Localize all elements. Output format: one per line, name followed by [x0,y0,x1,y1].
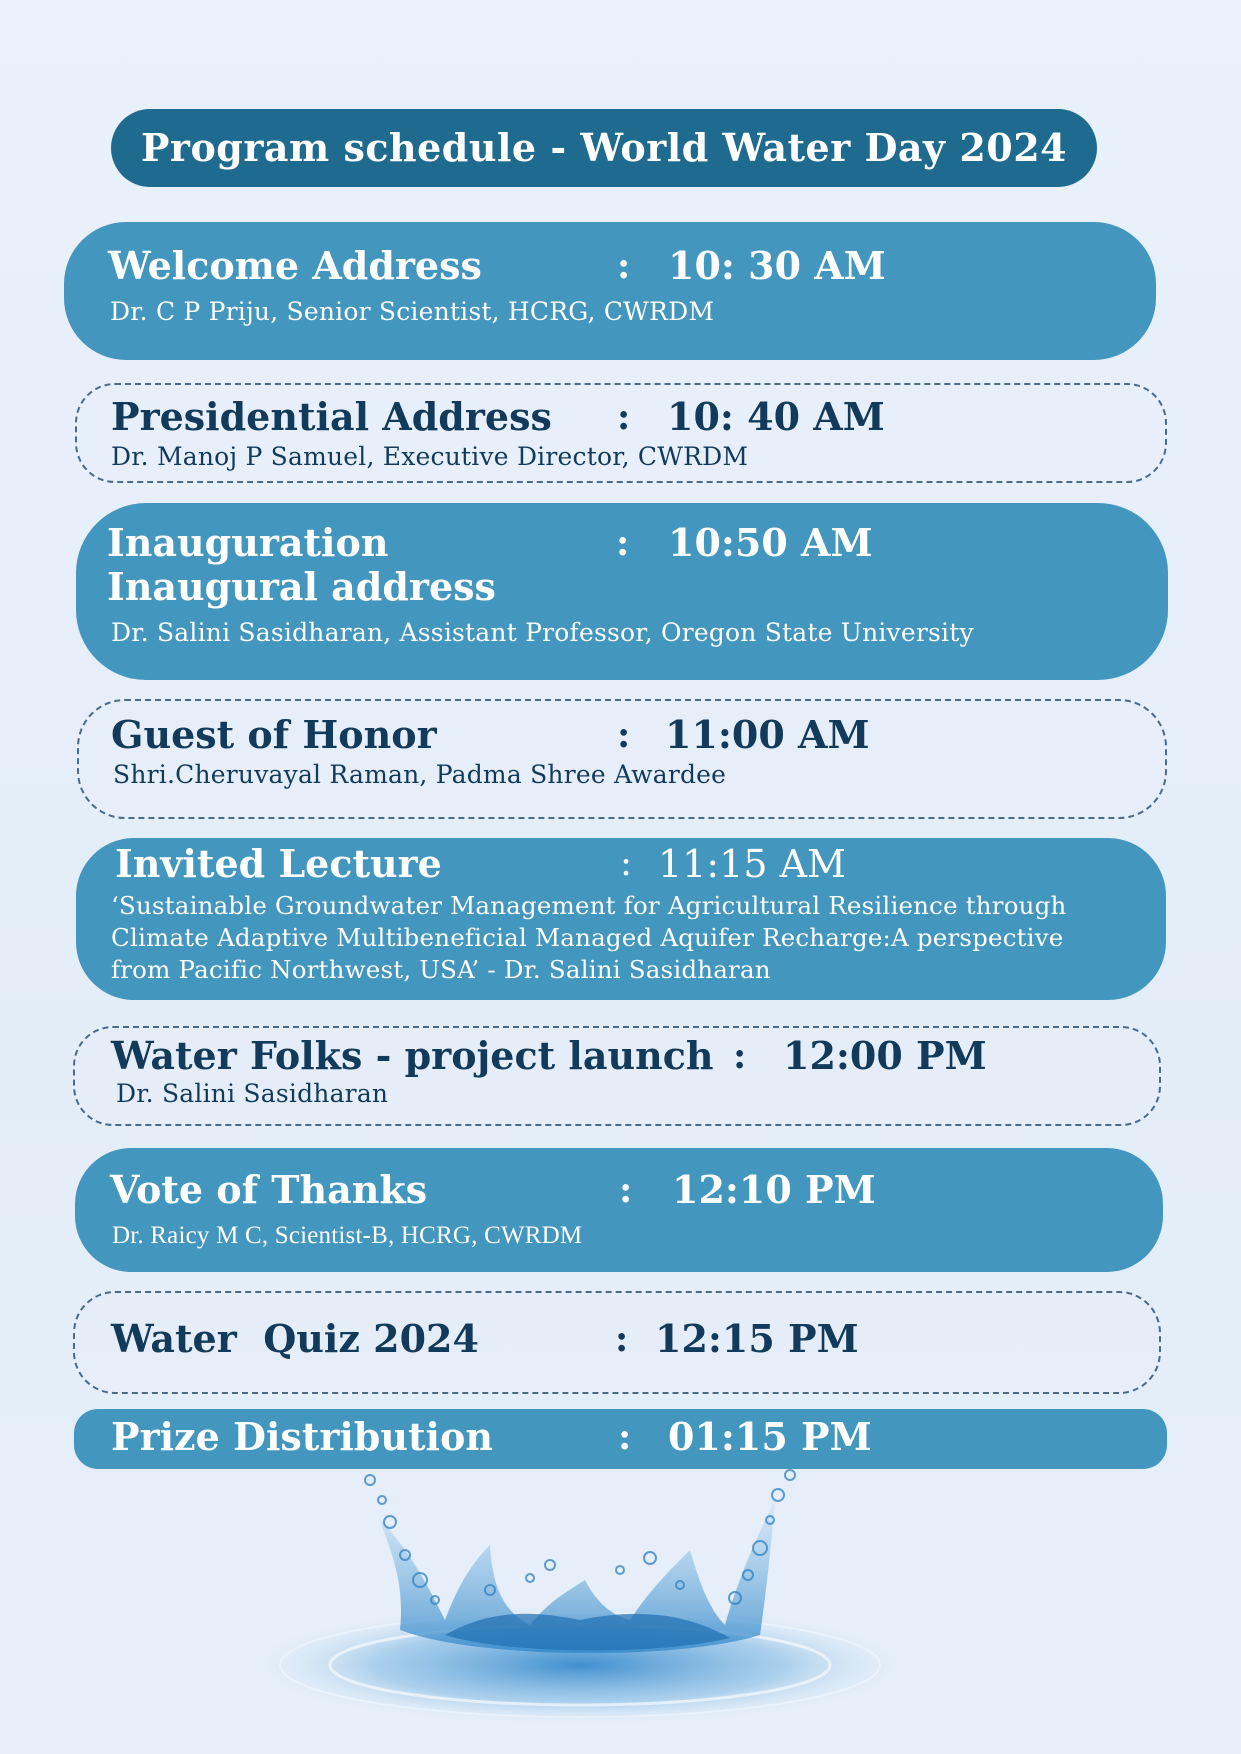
schedule-item-guest-of-honor [77,699,1167,819]
separator: : [615,1318,629,1360]
event-name-secondary: Inaugural address [107,564,496,609]
event-time: 01:15 PM [668,1414,872,1459]
schedule-item-water-quiz [73,1291,1161,1394]
event-detail: Dr. Salini Sasidharan [116,1079,389,1108]
separator: : [618,1416,632,1458]
schedule-item-inauguration [76,503,1168,680]
schedule-item-welcome [64,222,1156,360]
event-detail: Dr. Salini Sasidharan, Assistant Professor, Oregon State University [111,618,974,647]
event-name: Water Folks - project launch [111,1033,714,1078]
event-time: 10:50 AM [668,520,873,565]
event-name: Invited Lecture [115,841,442,886]
page-title: Program schedule - World Water Day 2024 [111,109,1097,187]
schedule-item-water-folks [73,1026,1161,1126]
event-name: Welcome Address [108,243,482,288]
event-time: 10: 30 AM [668,243,886,288]
event-time: 11:15 AM [658,842,846,886]
separator: : [617,245,631,287]
event-detail: Dr. Manoj P Samuel, Executive Director, CWRDM [111,442,749,471]
event-detail: Dr. Raicy M C, Scientist-B, HCRG, CWRDM [112,1222,583,1249]
separator: : [617,714,631,756]
event-name: Vote of Thanks [110,1167,428,1212]
event-detail: ‘Sustainable Groundwater Management for Agricultural Resilience through Climate Adaptive Multibeneficial Managed Aquifer Recharge:A perspective from Pacific Northwest, USA’ - Dr. Salini Sasidharan [111,891,1067,984]
event-time: 12:15 PM [655,1316,859,1361]
event-name: Prize Distribution [111,1414,493,1459]
schedule-item-vote-of-thanks [75,1148,1163,1272]
water-splash-illustration [230,1460,930,1730]
separator: : [616,522,630,564]
separator: : [620,843,633,884]
schedule-item-presidential [75,383,1167,483]
event-detail: Shri.Cheruvayal Raman, Padma Shree Awardee [113,760,727,789]
event-name: Guest of Honor [111,712,437,757]
separator: : [617,396,631,438]
event-time: 12:00 PM [783,1033,987,1078]
event-name: Inauguration [107,520,389,565]
event-time: 10: 40 AM [667,394,885,439]
event-name: Presidential Address [111,394,552,439]
schedule-item-invited-lecture [76,838,1166,1000]
separator: : [733,1035,747,1077]
event-time: 11:00 AM [665,712,870,757]
event-detail: Dr. C P Priju, Senior Scientist, HCRG, CWRDM [110,297,715,326]
separator: : [619,1169,633,1211]
event-time: 12:10 PM [672,1167,876,1212]
event-name: Water Quiz 2024 [111,1316,479,1361]
